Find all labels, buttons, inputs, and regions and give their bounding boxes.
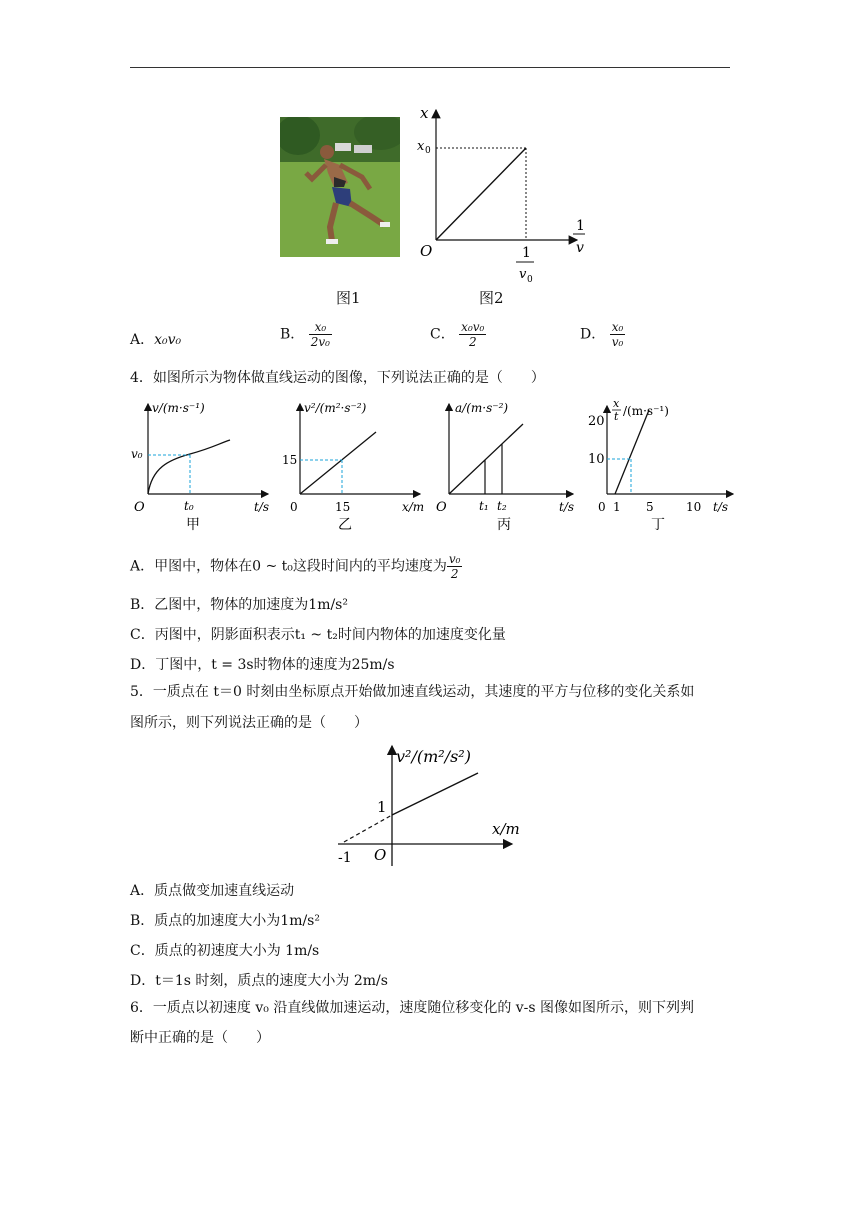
q5-stem-line2: 图所示，则下列说法正确的是（ ） [130, 715, 368, 731]
graph-jia [128, 398, 278, 533]
yi-y-label: v²/(m²·s⁻²) [304, 401, 367, 415]
fig2-x0-label: x [417, 139, 425, 154]
yi-y15: 15 [282, 453, 298, 467]
q5-y-label: v²/(m²/s²) [396, 747, 471, 766]
q4-option-a[interactable]: A．甲图中，物体在0 ~ t₀这段时间内的平均速度为 $\frac{\text{v₀}}{2}$ [130, 552, 461, 581]
fig2-y-label: x [420, 104, 429, 122]
q5-origin: O [374, 846, 387, 864]
q4-stem: 4．如图所示为物体做直线运动的图像，下列说法正确的是（ ） [130, 370, 545, 386]
ding-y-den: t [614, 410, 619, 423]
q5-option-b[interactable]: B．质点的加速度大小为1m/s² [130, 913, 320, 929]
ding-x5: 5 [646, 500, 654, 514]
fig1-caption: 图1 [336, 289, 361, 307]
q3-option-b[interactable]: B． $\frac{\text{x₀}}{\text{2v₀}}$ [280, 320, 330, 349]
jia-y-label: v/(m·s⁻¹) [152, 401, 205, 415]
q4-option-d[interactable]: D．丁图中，t = 3s时物体的速度为25m/s [130, 657, 395, 673]
ding-origin: 0 [598, 500, 606, 514]
q3-option-d[interactable]: D． $\frac{\text{x₀}}{\text{v₀}}$ [580, 320, 624, 349]
q5-xneg1: -1 [338, 850, 352, 866]
q4-option-b[interactable]: B．乙图中，物体的加速度为1m/s² [130, 597, 348, 613]
figure-2-graph [412, 100, 597, 295]
fig2-line [436, 148, 526, 240]
bing-t2: t₂ [497, 499, 507, 513]
bing-origin: O [436, 500, 447, 515]
ding-caption: 丁 [651, 517, 665, 533]
sprinter-photo [280, 117, 400, 257]
fig2-x-label-num: 1 [576, 218, 585, 234]
q3-option-c[interactable]: C． $\frac{\text{x₀v₀}}{2}$ [430, 320, 485, 349]
fig2-tick-den-sub: 0 [527, 275, 533, 285]
fig2-x0-sub: 0 [425, 146, 431, 156]
jia-t0: t₀ [184, 499, 194, 513]
bing-x-label: t/s [559, 500, 575, 514]
q5-y1: 1 [377, 798, 387, 816]
ding-y10: 10 [588, 452, 605, 467]
ding-y-unit: /(m·s⁻¹) [623, 404, 669, 418]
q5-option-d[interactable]: D．t＝1s 时刻，质点的速度大小为 2m/s [130, 973, 388, 989]
jia-v0: v₀ [131, 447, 143, 461]
ding-y-num: x [613, 398, 620, 410]
yi-caption: 乙 [338, 517, 352, 533]
q5-graph [330, 740, 530, 870]
q6-stem-line1: 6．一质点以初速度 v₀ 沿直线做加速运动，速度随位移变化的 v-s 图像如图所示，则下列判 [130, 1000, 695, 1016]
header-rule [130, 67, 730, 68]
bing-caption: 丙 [497, 517, 511, 533]
fig2-tick-den: v [519, 267, 527, 282]
graph-yi [280, 398, 435, 533]
q5-x-label: x/m [492, 820, 520, 838]
ding-y20: 20 [588, 414, 605, 429]
fig2-tick-num: 1 [522, 245, 531, 261]
yi-x15: 15 [335, 500, 351, 514]
graph-ding [585, 398, 740, 533]
q5-option-a[interactable]: A．质点做变加速直线运动 [130, 883, 295, 899]
graph-bing [433, 398, 583, 533]
q5-stem-line1: 5．一质点在 t＝0 时刻由坐标原点开始做加速直线运动，其速度的平方与位移的变化关系如 [130, 684, 695, 700]
bing-y-label: a/(m·s⁻²) [455, 401, 509, 415]
q5-option-c[interactable]: C．质点的初速度大小为 1m/s [130, 943, 320, 959]
q4-option-c[interactable]: C．丙图中，阴影面积表示t₁ ~ t₂时间内物体的加速度变化量 [130, 627, 506, 643]
jia-x-label: t/s [254, 500, 270, 514]
ding-x10: 10 [686, 500, 702, 514]
q6-stem-line2: 断中正确的是（ ） [130, 1030, 270, 1046]
ding-x1: 1 [613, 500, 621, 514]
jia-caption: 甲 [186, 517, 200, 533]
bing-t1: t₁ [479, 499, 489, 513]
fig2-x-label-den: v [576, 240, 584, 256]
fig2-caption: 图2 [479, 289, 504, 307]
fig2-origin: O [420, 242, 433, 260]
yi-origin: 0 [290, 500, 298, 514]
ding-x-label: t/s [713, 500, 729, 514]
yi-x-label: x/m [402, 500, 425, 514]
q3-option-a[interactable]: A．x₀v₀ [130, 332, 182, 348]
jia-origin: O [134, 500, 145, 515]
